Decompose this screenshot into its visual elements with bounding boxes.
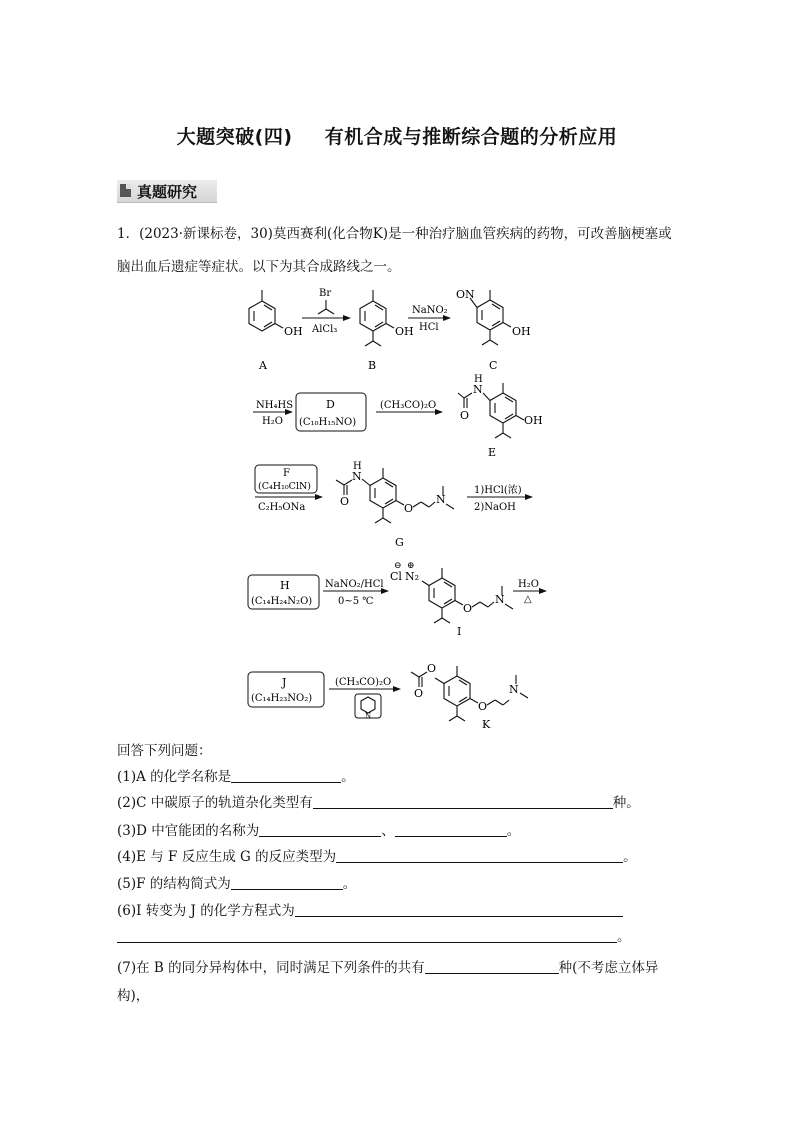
r4-top: (CH₃CO)₂O <box>380 400 437 411</box>
J-formula: (C₁₄H₂₃NO₂) <box>251 693 313 704</box>
D-formula: (C₁₀H₁₅NO) <box>299 417 357 428</box>
q2-text: (2)C 中碳原子的轨道杂化类型有 <box>117 795 313 811</box>
q3-answer-blank-2[interactable] <box>395 822 507 837</box>
q1-end: 。 <box>341 769 355 785</box>
E-h: H <box>474 374 483 385</box>
title-part1: 大题突破(四) <box>176 126 293 148</box>
question-7 <box>117 958 658 978</box>
question-6-line2 <box>117 927 631 947</box>
r3-bottom: H₂O <box>262 416 283 427</box>
I-n: N <box>495 593 505 606</box>
structure-C <box>470 290 511 345</box>
q1-answer-blank[interactable] <box>231 768 341 783</box>
F-formula: (C₄H₁₀ClN) <box>258 481 312 492</box>
A-oh: OH <box>284 325 303 338</box>
q3-text: (3)D 中官能团的名称为 <box>117 823 260 839</box>
q2-end: 种。 <box>612 795 640 811</box>
r2-bottom: HCl <box>419 322 439 333</box>
q1-text: (1)A 的化学名称是 <box>117 769 232 785</box>
q5-answer-blank[interactable] <box>231 875 343 890</box>
q6-answer-blank-2[interactable] <box>117 928 617 943</box>
label-B: B <box>368 359 377 372</box>
structure-B <box>360 290 394 346</box>
r7-top: NaNO₂/HCl <box>325 579 384 590</box>
label-K: K <box>482 718 491 731</box>
label-A: A <box>259 359 267 372</box>
E-o: O <box>460 409 470 422</box>
label-C: C <box>489 359 498 372</box>
questions-intro: 回答下列问题： <box>117 743 212 759</box>
question-4 <box>117 847 637 867</box>
question-7-line2: 构)， <box>117 988 150 1004</box>
r5-bottom: C₂H₅ONa <box>258 502 306 513</box>
label-I: I <box>457 625 462 638</box>
r7-bottom: 0~5 ℃ <box>338 596 374 607</box>
label-G: G <box>395 536 404 549</box>
H-formula: (C₁₄H₂₄N₂O) <box>251 596 313 607</box>
label-F: F <box>283 468 290 479</box>
title-part2: 有机合成与推断综合题的分析应用 <box>324 126 618 148</box>
q7-text: (7)在 B 的同分异构体中，同时满足下列条件的共有 <box>117 960 425 976</box>
pyridine <box>361 697 375 713</box>
I-n2: N₂ <box>405 570 420 583</box>
r3-top: NH₄HS <box>256 400 294 411</box>
q3-end: 。 <box>506 823 521 839</box>
label-H: H <box>280 579 290 592</box>
question-5 <box>117 874 356 894</box>
r6-top: 1)HCl(浓) <box>474 485 522 496</box>
q6-answer-blank-1[interactable] <box>295 902 623 917</box>
label-J: J <box>282 676 287 689</box>
problem-line-1: 1．(2023·新课标卷，30)莫西赛利(化合物K)是一种治疗脑血管疾病的药物，可改善脑梗塞或 <box>117 226 672 242</box>
K-n: N <box>509 683 519 696</box>
q2-answer-blank[interactable] <box>313 794 613 809</box>
G-o: O <box>340 495 350 508</box>
label-E: E <box>488 446 497 459</box>
problem-line-2: 脑出血后遗症等症状。以下为其合成路线之一。 <box>117 259 401 275</box>
q7-end: 种(不考虑立体异 <box>558 960 659 976</box>
q4-end: 。 <box>623 849 637 865</box>
q4-answer-blank[interactable] <box>336 848 623 863</box>
section-label: 真题研究 <box>137 183 198 201</box>
r2-top: NaNO₂ <box>412 305 448 316</box>
structure-A <box>249 290 283 331</box>
question-3 <box>117 821 520 841</box>
r6-bottom: 2)NaOH <box>474 502 516 513</box>
G-o2: O <box>404 502 414 515</box>
E-n: N <box>473 383 483 396</box>
K-o1: O <box>427 662 437 675</box>
q3-answer-blank-1[interactable] <box>259 822 381 837</box>
q7-answer-blank[interactable] <box>425 959 559 974</box>
C-on: ON <box>456 288 475 301</box>
q5-text: (5)F 的结构简式为 <box>117 876 231 892</box>
K-o-carbonyl: O <box>414 687 424 700</box>
r1-bottom: AlCl₃ <box>312 324 338 335</box>
r8-bottom: △ <box>524 594 532 605</box>
I-cl-minus: ⊖ <box>394 561 402 571</box>
r8-top: H₂O <box>518 579 539 590</box>
I-o: O <box>463 602 473 615</box>
r9-top: (CH₃CO)₂O <box>335 677 392 688</box>
E-oh: OH <box>524 414 543 427</box>
isopropyl-bromide <box>318 300 334 314</box>
q3-sep: 、 <box>381 823 395 839</box>
I-cl: Cl <box>390 570 402 583</box>
C-oh: OH <box>512 325 531 338</box>
q6-end: 。 <box>617 929 631 945</box>
q4-text: (4)E 与 F 反应生成 G 的反应类型为 <box>117 849 337 865</box>
B-oh: OH <box>395 325 414 338</box>
q6-text: (6)I 转变为 J 的化学方程式为 <box>117 903 295 919</box>
G-h: H <box>353 461 362 472</box>
K-o2: O <box>478 700 488 713</box>
label-D: D <box>326 398 335 411</box>
question-6 <box>117 901 623 921</box>
r1-top: Br <box>319 288 332 299</box>
I-n-plus: ⊕ <box>407 561 415 571</box>
G-n: N <box>352 470 362 483</box>
pyridine-n: N <box>365 712 372 720</box>
question-1 <box>117 767 355 787</box>
G-n2: N <box>436 493 446 506</box>
q5-end: 。 <box>342 876 357 892</box>
question-2 <box>117 793 640 813</box>
